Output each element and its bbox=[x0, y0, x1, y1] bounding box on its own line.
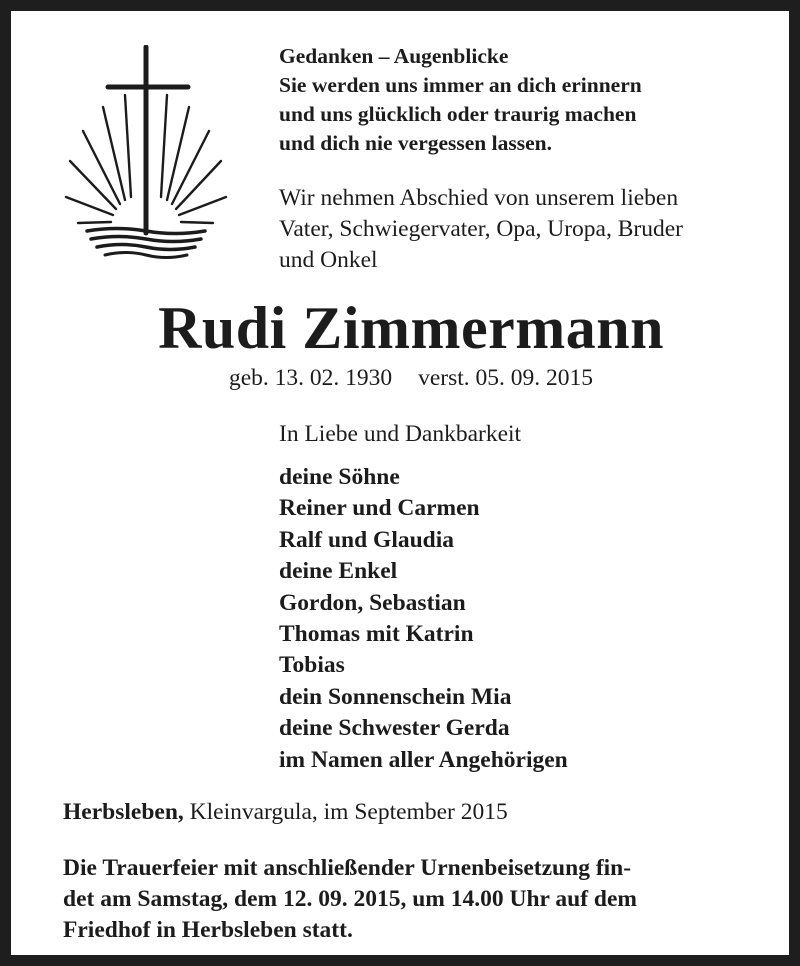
funeral-line: det am Samstag, dem 12. 09. 2015, um 14.00 Uhr auf dem bbox=[63, 886, 638, 912]
intro-line: Wir nehmen Abschied von unserem lieben bbox=[279, 185, 679, 211]
funeral-line: Friedhof in Herbsleben statt. bbox=[63, 917, 353, 943]
poem bbox=[279, 42, 642, 158]
list-item: im Namen aller Angehörigen bbox=[279, 746, 568, 773]
list-item: Reiner und Carmen bbox=[279, 495, 480, 522]
poem-line: und uns glücklich oder traurig machen bbox=[279, 102, 637, 126]
poem-line: Sie werden uns immer an dich erinnern bbox=[279, 73, 642, 97]
life-dates bbox=[11, 363, 800, 393]
place-date-line bbox=[63, 797, 508, 827]
list-item: deine Enkel bbox=[279, 558, 398, 585]
birth-date: geb. 13. 02. 1930 bbox=[228, 365, 393, 391]
list-item: dein Sonnenschein Mia bbox=[279, 683, 512, 710]
funeral-line: Die Trauerfeier mit anschließender Urnenbeisetzung fin- bbox=[63, 855, 632, 881]
list-item: Gordon, Sebastian bbox=[279, 589, 466, 616]
intro-line: und Onkel bbox=[279, 247, 378, 273]
list-item: deine Söhne bbox=[279, 464, 400, 490]
deceased-name: Rudi Zimmermann bbox=[158, 295, 664, 361]
intro-line: Vater, Schwiegervater, Opa, Uropa, Bruder bbox=[279, 216, 683, 242]
dedication: In Liebe und Dankbarkeit bbox=[279, 421, 522, 447]
death-date: verst. 05. 09. 2015 bbox=[418, 365, 594, 391]
list-item: Ralf und Glaudia bbox=[279, 526, 455, 553]
list-item: deine Schwester Gerda bbox=[279, 715, 510, 742]
poem-line: und dich nie vergessen lassen. bbox=[279, 131, 552, 155]
cross-sunrise-emblem-icon bbox=[63, 45, 238, 260]
farewell-intro bbox=[279, 183, 683, 276]
funeral-notice bbox=[63, 853, 763, 946]
list-item: Thomas mit Katrin bbox=[279, 621, 474, 648]
poem-line: Gedanken – Augenblicke bbox=[279, 44, 509, 68]
place-rest: Kleinvargula, im September 2015 bbox=[189, 799, 508, 825]
place-town: Herbsleben, bbox=[63, 799, 184, 825]
list-item: Tobias bbox=[279, 652, 345, 679]
survivors-list bbox=[279, 462, 568, 776]
